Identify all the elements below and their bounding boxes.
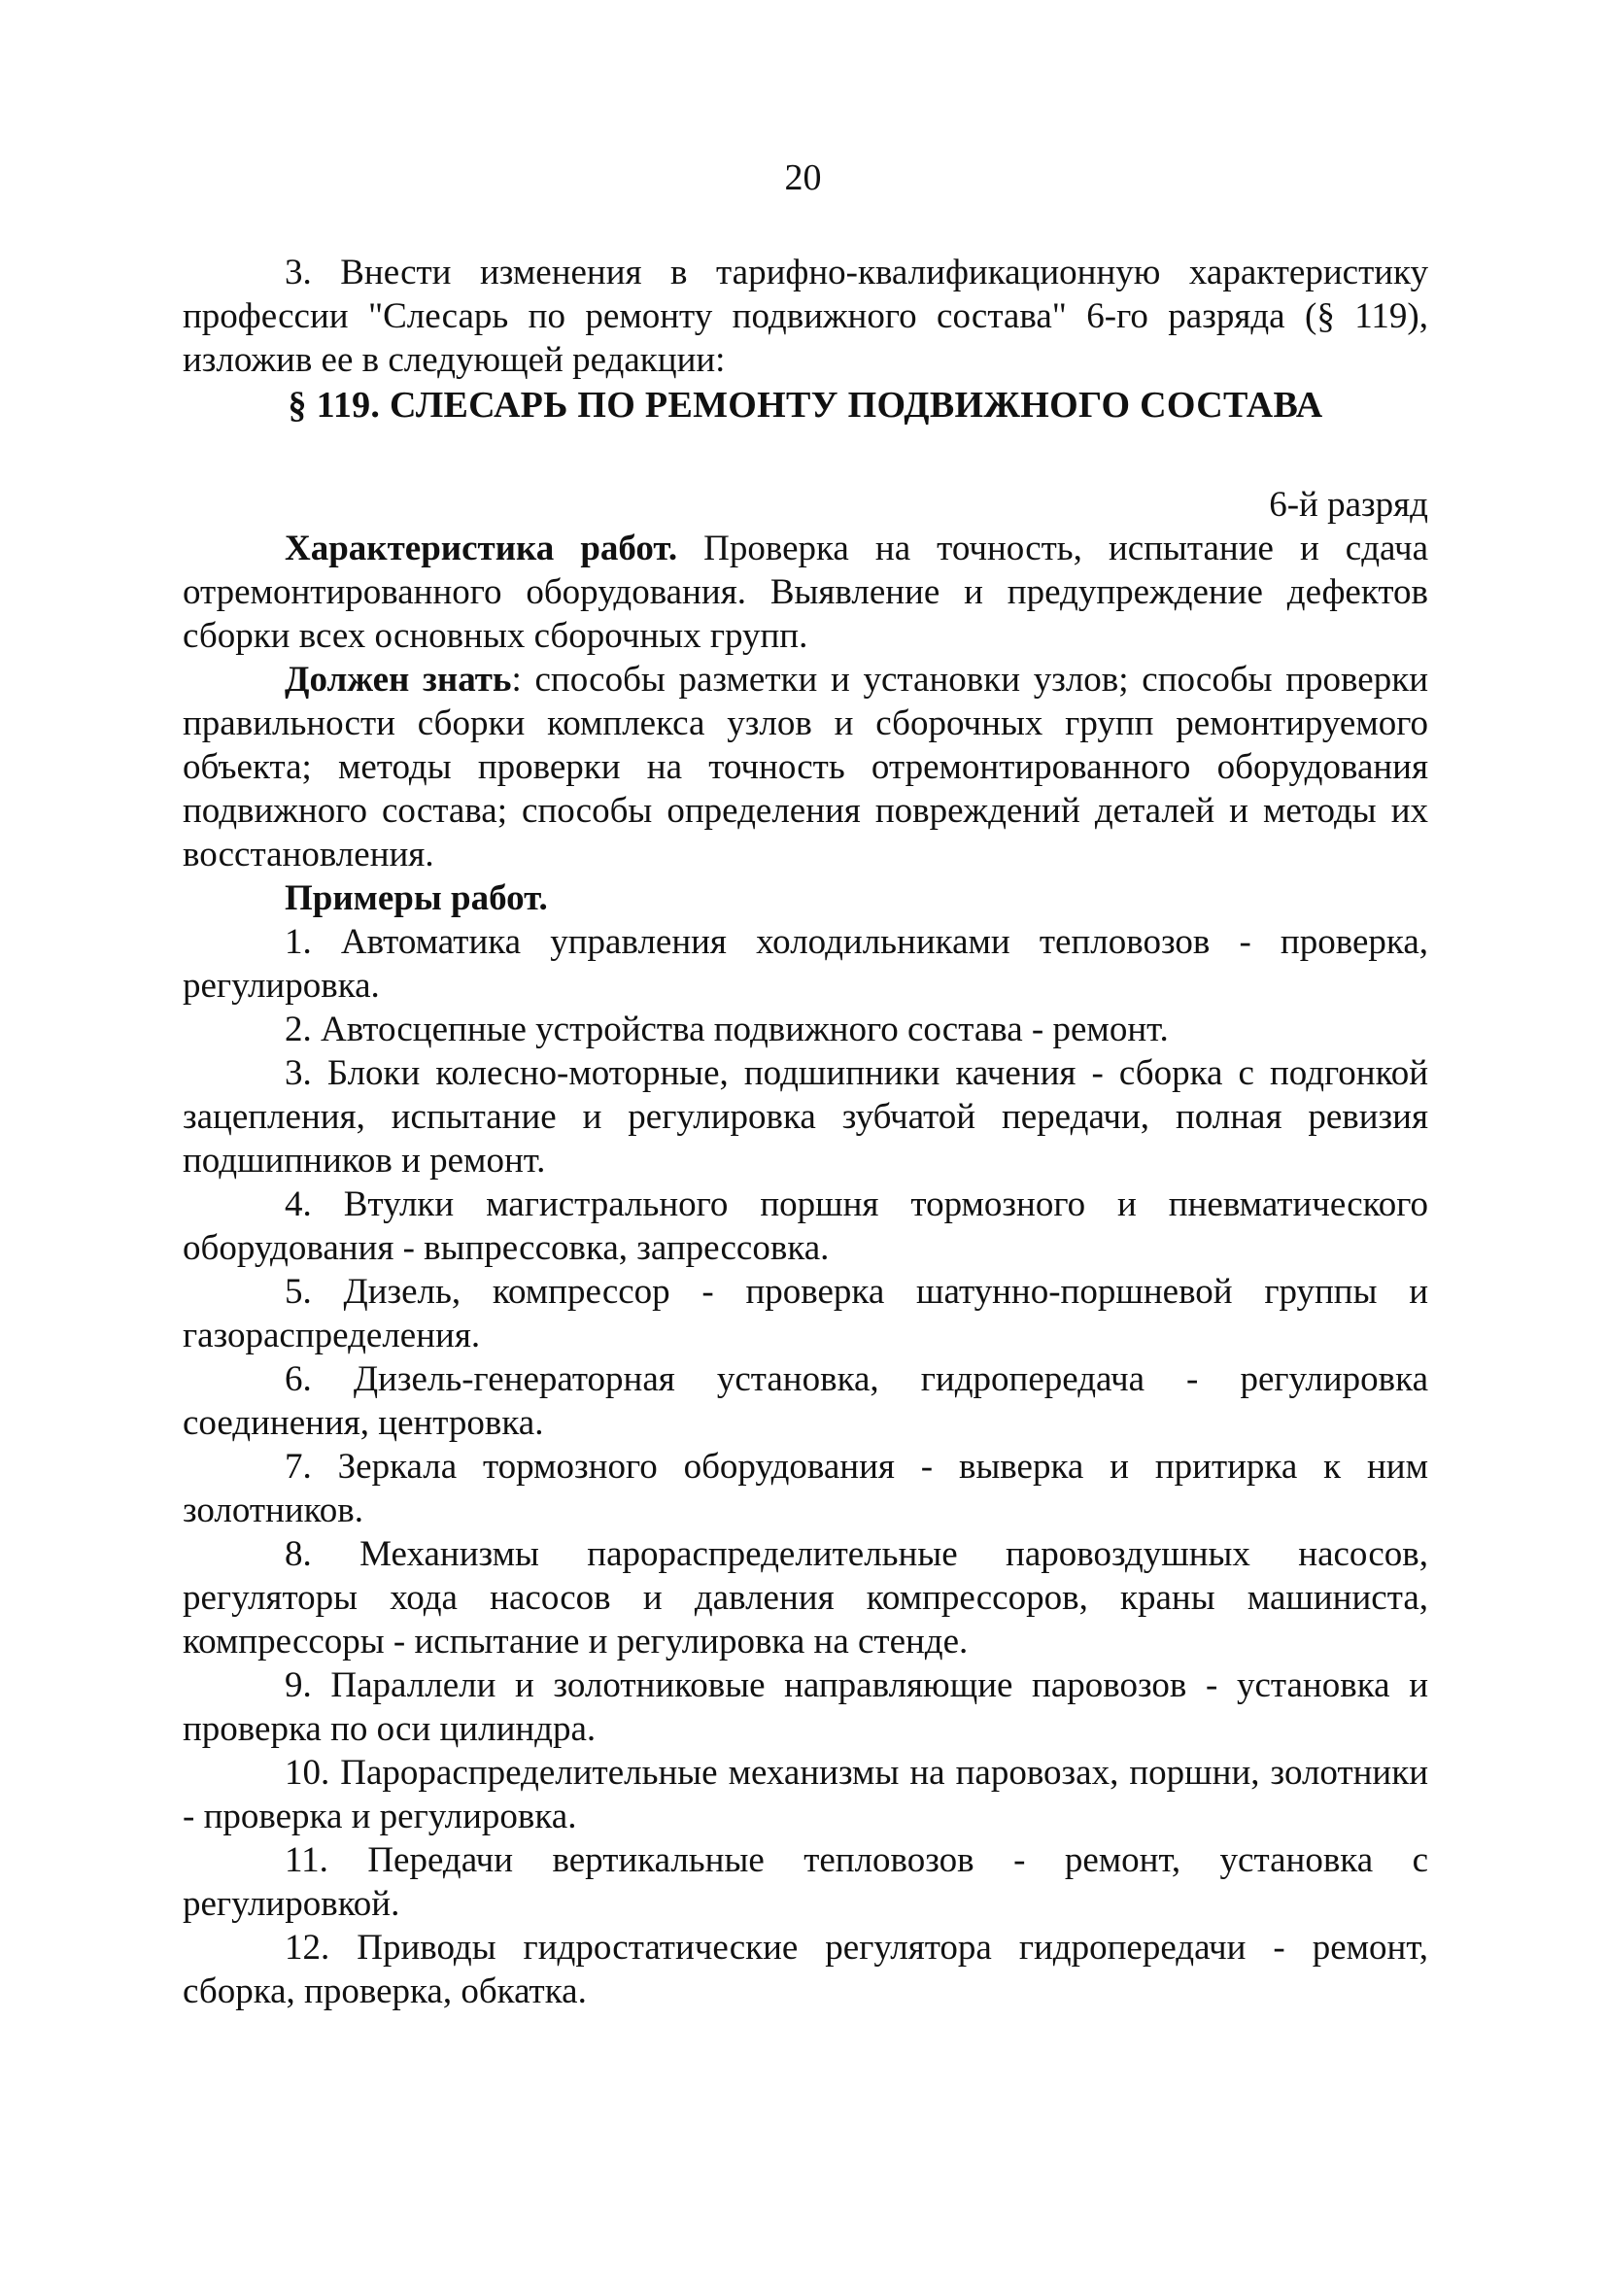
must-know-paragraph (183, 658, 1428, 876)
must-know-text: : способы разметки и установки узлов; способы проверки правильности сборки комплекса узлов и сборочных групп ремонтируемого объекта; методы проверки на точность отремонтированного оборудования подвижного состава; способы определения повреждений деталей и методы их восстановления. (183, 660, 1428, 874)
intro-paragraph: 3. Внести изменения в тарифно-квалификационную характеристику профессии "Слесарь по ремонту подвижного состава" 6-го разряда (§ 119), изложив ее в следующей редакции: (183, 253, 1428, 380)
grade-label: 6-й разряд (1269, 485, 1428, 525)
section-title: § 119. СЛЕСАРЬ ПО РЕМОНТУ ПОДВИЖНОГО СОСТАВА (288, 385, 1323, 426)
example-item: 1. Автоматика управления холодильниками тепловозов - проверка, регулировка. (183, 922, 1428, 1006)
example-item: 11. Передачи вертикальные тепловозов - ремонт, установка с регулировкой. (183, 1840, 1428, 1924)
example-item: 5. Дизель, компрессор - проверка шатунно-поршневой группы и газораспределения. (183, 1272, 1428, 1355)
must-know-label: Должен знать (285, 660, 512, 700)
characteristic-text: Проверка на точность, испытание и сдача отремонтированного оборудования. Выявление и предупреждение дефектов сборки всех основных сборочных групп. (183, 529, 1429, 656)
characteristic-paragraph (183, 527, 1428, 658)
page-number: 20 (784, 157, 822, 198)
example-item: 10. Парораспределительные механизмы на паровозах, поршни, золотники - проверка и регулировка. (183, 1753, 1428, 1836)
example-item: 4. Втулки магистрального поршня тормозного и пневматического оборудования - выпрессовка, запрессовка. (183, 1184, 1428, 1268)
characteristic-label: Характеристика работ. (285, 529, 678, 568)
example-item: 8. Механизмы парораспределительные паровоздушных насосов, регуляторы хода насосов и давления компрессоров, краны машиниста, компрессоры - испытание и регулировка на стенде. (183, 1534, 1428, 1662)
page-content (183, 251, 1428, 2013)
examples-title: Примеры работ. (285, 878, 548, 918)
example-item: 3. Блоки колесно-моторные, подшипники качения - сборка с подгонкой зацепления, испытание и регулировка зубчатой передачи, полная ревизия подшипников и ремонт. (183, 1053, 1428, 1181)
example-item: 12. Приводы гидростатические регулятора гидропередачи - ремонт, сборка, проверка, обкатка. (183, 1928, 1428, 2011)
example-item: 7. Зеркала тормозного оборудования - выверка и притирка к ним золотников. (183, 1447, 1428, 1530)
example-item: 6. Дизель-генераторная установка, гидропередача - регулировка соединения, центровка. (183, 1359, 1428, 1443)
example-item: 9. Параллели и золотниковые направляющие паровозов - установка и проверка по оси цилиндра. (183, 1665, 1428, 1749)
example-item: 2. Автосцепные устройства подвижного состава - ремонт. (285, 1010, 1169, 1049)
